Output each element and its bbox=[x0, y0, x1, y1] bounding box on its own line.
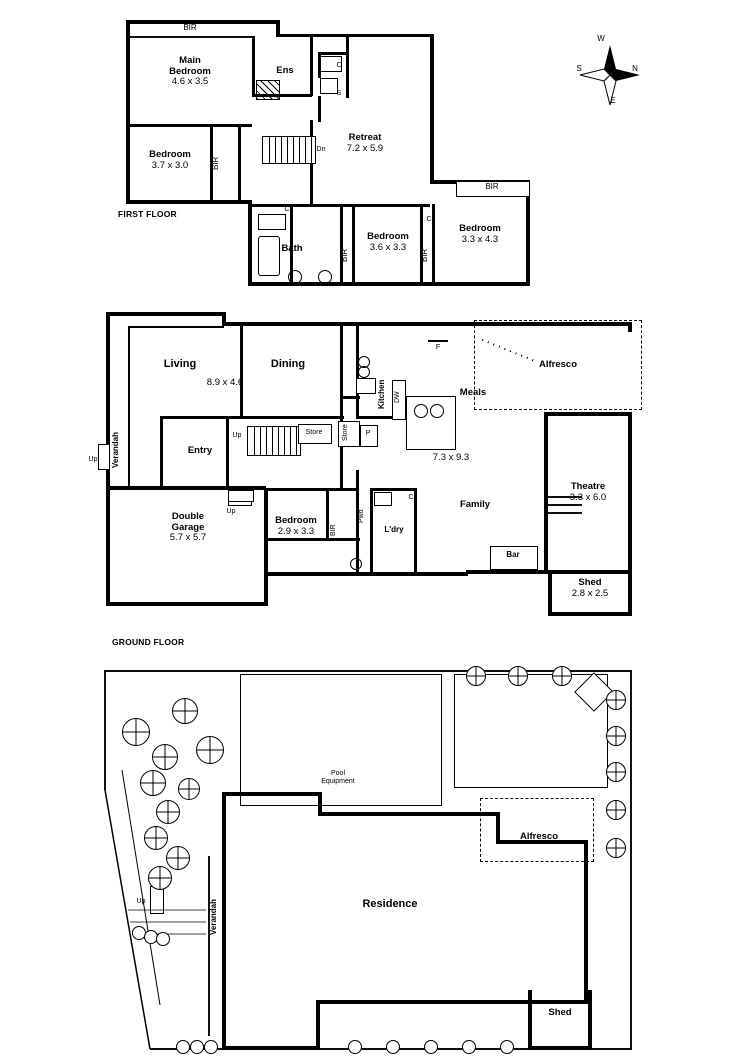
label-up: Up bbox=[88, 456, 98, 463]
wall bbox=[268, 572, 468, 576]
wall bbox=[340, 396, 360, 399]
site-label-pool-equipment: Pool Equipment bbox=[321, 770, 355, 785]
bathtub bbox=[258, 236, 280, 276]
ground-floor-plan bbox=[0, 300, 750, 645]
label-bir: BIR bbox=[211, 156, 220, 170]
room-label-ens: Ens bbox=[276, 65, 294, 76]
shrub-icon bbox=[386, 1040, 400, 1054]
tree-icon bbox=[466, 666, 486, 686]
tree-icon bbox=[152, 744, 178, 770]
wall bbox=[544, 412, 632, 416]
label-bir: BIR bbox=[340, 248, 349, 262]
label-c: C bbox=[284, 206, 290, 213]
label-p: P bbox=[365, 430, 371, 437]
bedroom-window bbox=[228, 490, 254, 502]
basin bbox=[288, 270, 302, 284]
tree-icon bbox=[552, 666, 572, 686]
wall bbox=[318, 52, 348, 55]
tree-icon bbox=[606, 800, 626, 820]
shrub-icon bbox=[176, 1040, 190, 1054]
label-dw: DW bbox=[394, 391, 401, 403]
wall bbox=[276, 34, 434, 37]
compass-label-s: S bbox=[576, 64, 582, 73]
driveway-lines bbox=[0, 660, 750, 1061]
wall bbox=[318, 96, 321, 122]
site-label-shed: Shed bbox=[548, 1007, 572, 1018]
site-label-residence: Residence bbox=[362, 898, 418, 910]
room-label-shed: Shed 2.8 x 2.5 bbox=[571, 577, 609, 599]
theatre-step bbox=[548, 504, 582, 506]
wall bbox=[352, 204, 430, 207]
tree-icon bbox=[140, 770, 166, 796]
step bbox=[98, 444, 110, 470]
shrub-icon bbox=[190, 1040, 204, 1054]
wall bbox=[106, 312, 226, 316]
tree-icon bbox=[172, 698, 198, 724]
wall bbox=[160, 416, 163, 490]
room-label-theatre: Theatre 3.3 x 6.0 bbox=[569, 481, 607, 503]
room-label-family: Family bbox=[459, 499, 491, 510]
tree-icon bbox=[606, 762, 626, 782]
shrub-icon bbox=[204, 1040, 218, 1054]
floor-label-ground: GROUND FLOOR bbox=[112, 637, 185, 647]
compass-label-e: E bbox=[610, 96, 616, 105]
wall bbox=[252, 36, 255, 96]
room-label-meals: Meals bbox=[459, 387, 487, 398]
room-label-retreat: Retreat 7.2 x 5.9 bbox=[346, 132, 384, 154]
label-bir: BIR bbox=[485, 182, 499, 191]
label-store: Store bbox=[305, 429, 323, 436]
wall bbox=[238, 124, 241, 204]
label-up: Up bbox=[232, 432, 242, 439]
wall bbox=[264, 576, 268, 606]
label-f: F bbox=[435, 344, 441, 351]
fridge-box bbox=[428, 340, 448, 342]
wall bbox=[548, 612, 632, 616]
wall bbox=[430, 34, 434, 184]
tree-icon bbox=[178, 778, 200, 800]
site-plan bbox=[0, 660, 750, 1061]
room-label-entry: Entry bbox=[187, 445, 213, 456]
staircase-down bbox=[262, 136, 316, 164]
wall bbox=[628, 412, 632, 574]
room-label-ldry: L'dry bbox=[384, 525, 404, 534]
tree-icon bbox=[606, 726, 626, 746]
tree-icon bbox=[148, 866, 172, 890]
tree-icon bbox=[156, 800, 180, 824]
wall bbox=[128, 326, 130, 490]
trough bbox=[374, 492, 392, 506]
sink bbox=[358, 366, 370, 378]
room-label-main-bedroom: Main Bedroom 4.6 x 3.5 bbox=[169, 55, 211, 88]
room-label-bedroom-2: Bedroom 3.7 x 3.0 bbox=[149, 149, 191, 171]
label-c: C bbox=[336, 62, 342, 69]
label-bir: BIR bbox=[330, 524, 337, 536]
wall bbox=[106, 602, 268, 606]
room-label-bedroom-3: Bedroom 3.6 x 3.3 bbox=[367, 231, 409, 253]
shrub-icon bbox=[462, 1040, 476, 1054]
room-label-family-dims: 7.3 x 9.3 bbox=[432, 452, 470, 463]
wall bbox=[126, 124, 252, 127]
room-label-bar: Bar bbox=[506, 550, 520, 559]
room-label-verandah: Verandah bbox=[111, 432, 120, 469]
label-store: Store bbox=[342, 424, 349, 442]
wall bbox=[126, 200, 252, 204]
shrub-icon bbox=[424, 1040, 438, 1054]
wall bbox=[240, 326, 243, 416]
site-label-alfresco: Alfresco bbox=[519, 831, 558, 842]
room-label-living-dims: 8.9 x 4.6 bbox=[206, 377, 244, 388]
room-label-bath: Bath bbox=[281, 243, 303, 254]
basin bbox=[350, 558, 362, 570]
room-label-bedroom-4: Bedroom 3.3 x 4.3 bbox=[459, 223, 501, 245]
label-up: Up bbox=[136, 898, 146, 905]
compass-label-n: N bbox=[632, 64, 638, 73]
compass-label-w: W bbox=[597, 34, 605, 43]
room-label-dining: Dining bbox=[270, 358, 306, 370]
wall bbox=[466, 570, 546, 574]
tree-icon bbox=[166, 846, 190, 870]
wall bbox=[268, 488, 358, 491]
wall bbox=[128, 326, 224, 328]
room-label-pwd: Pwd bbox=[358, 509, 365, 523]
label-c: C bbox=[408, 494, 414, 501]
cooktop bbox=[414, 404, 428, 418]
wall bbox=[544, 570, 632, 574]
wall bbox=[268, 538, 360, 541]
room-label-bedroom-ground: Bedroom 2.9 x 3.3 bbox=[275, 515, 317, 537]
tree-icon bbox=[606, 838, 626, 858]
room-label-garage: Double Garage 5.7 x 5.7 bbox=[169, 511, 207, 544]
oven-box bbox=[356, 378, 376, 394]
wall bbox=[160, 416, 230, 419]
tree-icon bbox=[606, 690, 626, 710]
shrub-icon bbox=[156, 932, 170, 946]
tree-icon bbox=[144, 826, 168, 850]
tree-icon bbox=[122, 718, 150, 746]
island-bench bbox=[406, 396, 456, 450]
label-up: Up bbox=[226, 508, 236, 515]
wall bbox=[126, 20, 130, 204]
vanity bbox=[258, 214, 286, 230]
shrub-icon bbox=[500, 1040, 514, 1054]
wall bbox=[226, 416, 344, 419]
room-label-living: Living bbox=[163, 358, 197, 370]
cooktop bbox=[430, 404, 444, 418]
wall bbox=[346, 36, 349, 98]
basin bbox=[318, 270, 332, 284]
label-c: C bbox=[426, 216, 432, 223]
label-bir: BIR bbox=[420, 248, 429, 262]
label-s: S bbox=[336, 90, 342, 97]
room-label-alfresco: Alfresco bbox=[538, 359, 577, 370]
tree-icon bbox=[196, 736, 224, 764]
room-label-kitchen: Kitchen bbox=[377, 379, 386, 409]
tree-icon bbox=[508, 666, 528, 686]
shower-tile bbox=[256, 80, 280, 100]
wall bbox=[252, 204, 352, 207]
bir-divider bbox=[130, 36, 252, 38]
label-bir: BIR bbox=[183, 23, 197, 32]
floor-label-first: FIRST FLOOR bbox=[118, 209, 177, 219]
compass-rose bbox=[570, 35, 650, 115]
shrub-icon bbox=[348, 1040, 362, 1054]
wall bbox=[370, 488, 416, 491]
label-dn: Dn bbox=[316, 146, 326, 153]
wall bbox=[106, 486, 110, 606]
wall bbox=[248, 200, 252, 286]
wall bbox=[340, 326, 343, 491]
theatre-step bbox=[548, 512, 582, 514]
staircase-up bbox=[247, 426, 301, 456]
site-label-verandah: Verandah bbox=[209, 899, 218, 936]
